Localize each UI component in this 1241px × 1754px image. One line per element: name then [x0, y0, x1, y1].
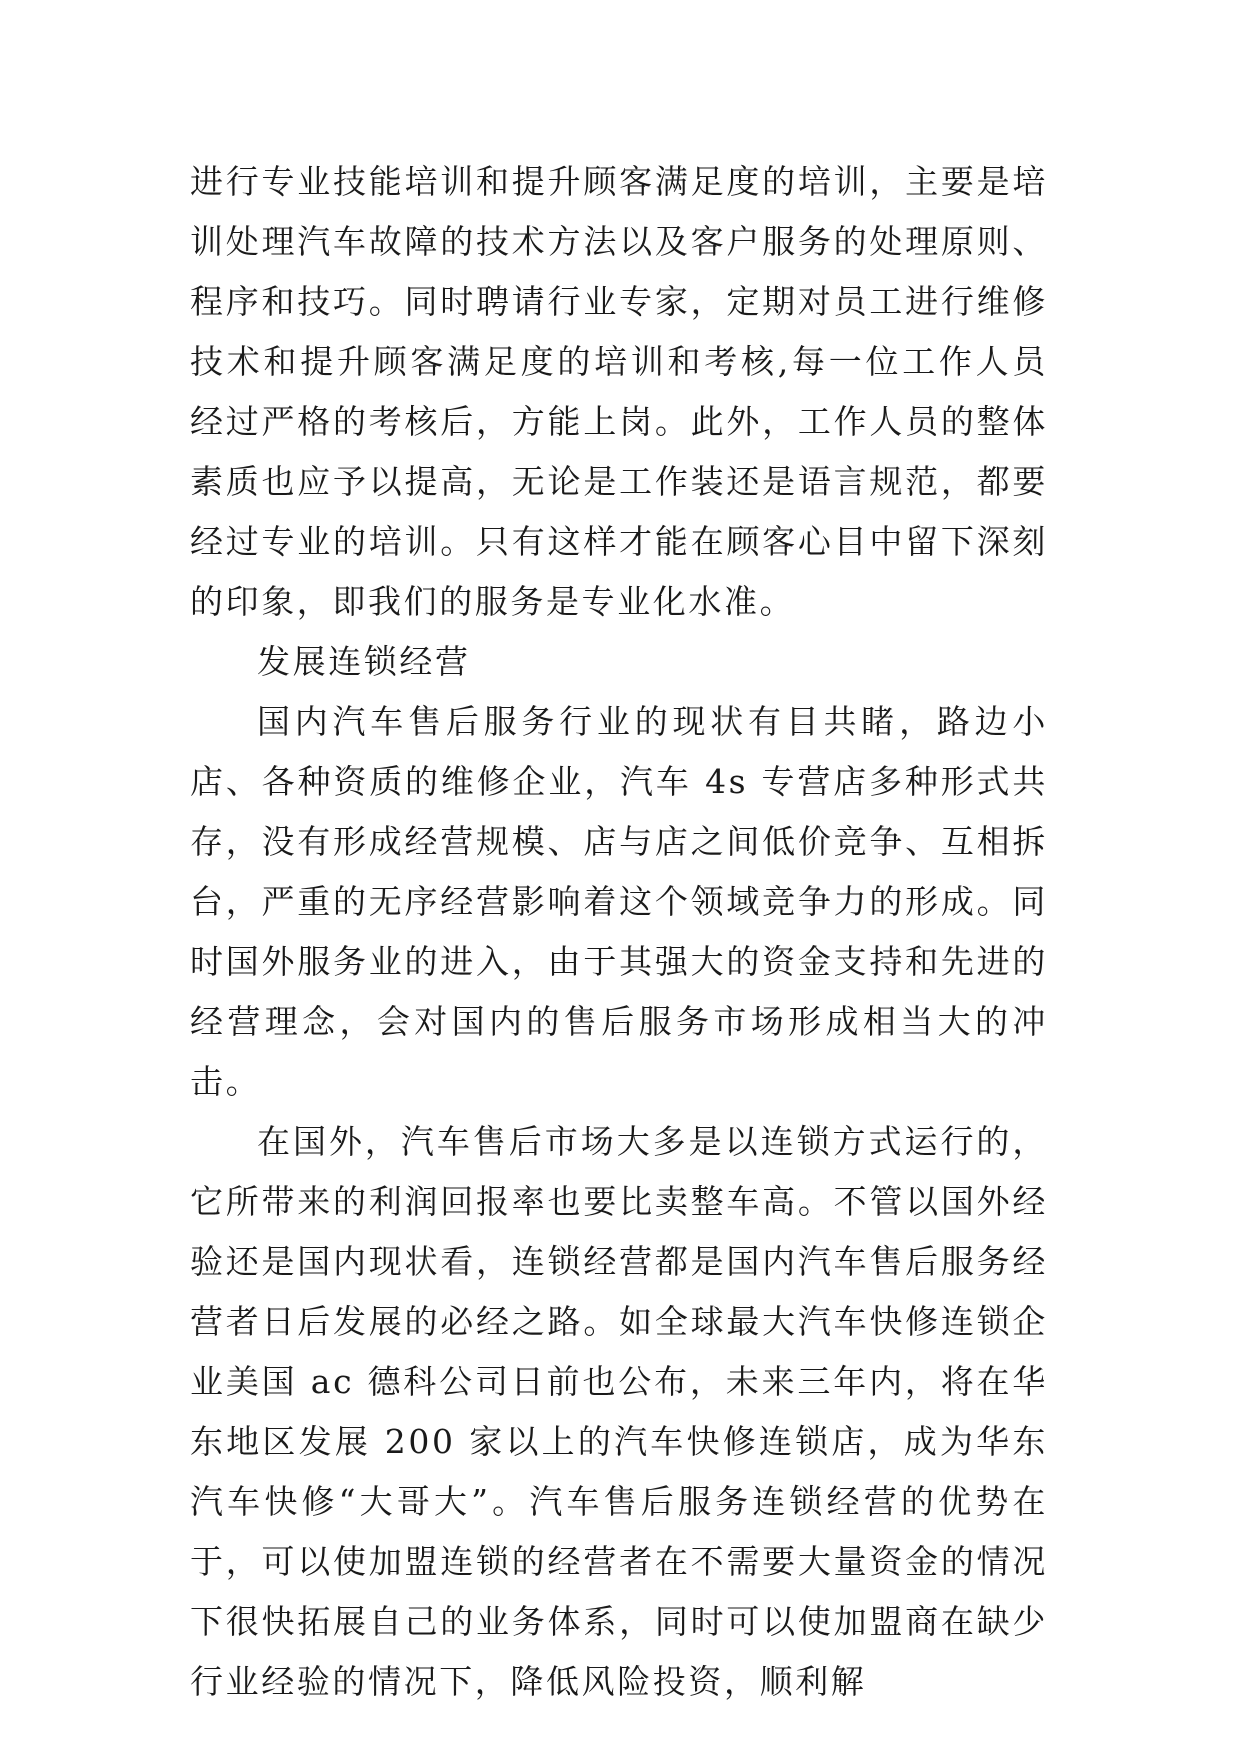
paragraph-continuation: 进行专业技能培训和提升顾客满足度的培训，主要是培训处理汽车故障的技术方法以及客户服务的处理原则、程序和技巧。同时聘请行业专家，定期对员工进行维修技术和提升顾客满足度的培训和考核,每一位工作人员经过严格的考核后，方能上岗。此外，工作人员的整体素质也应予以提高，无论是工作装还是语言规范，都要经过专业的培训。只有这样才能在顾客心目中留下深刻的印象，即我们的服务是专业化水准。	[190, 162, 1048, 621]
document-body	[190, 152, 1048, 1712]
paragraph-foreign-chain: 在国外，汽车售后市场大多是以连锁方式运行的，它所带来的利润回报率也要比卖整车高。不管以国外经验还是国内现状看，连锁经营都是国内汽车售后服务经营者日后发展的必经之路。如全球最大汽车快修连锁企业美国 ac 德科公司日前也公布，未来三年内，将在华东地区发展 200 家以上的汽车快修连锁店，成为华东汽车快修“大哥大”。汽车售后服务连锁经营的优势在于，可以使加盟连锁的经营者在不需要大量资金的情况下很快拓展自己的业务体系，同时可以使加盟商在缺少行业经验的情况下，降低风险投资，顺利解	[190, 1122, 1048, 1701]
paragraph-domestic-status: 国内汽车售后服务行业的现状有目共睹，路边小店、各种资质的维修企业，汽车 4s 专营店多种形式共存，没有形成经营规模、店与店之间低价竞争、互相拆台，严重的无序经营影响着这个领域竞争力的形成。同时国外服务业的进入，由于其强大的资金支持和先进的经营理念，会对国内的售后服务市场形成相当大的冲击。	[190, 702, 1048, 1101]
section-heading: 发展连锁经营	[257, 642, 471, 681]
